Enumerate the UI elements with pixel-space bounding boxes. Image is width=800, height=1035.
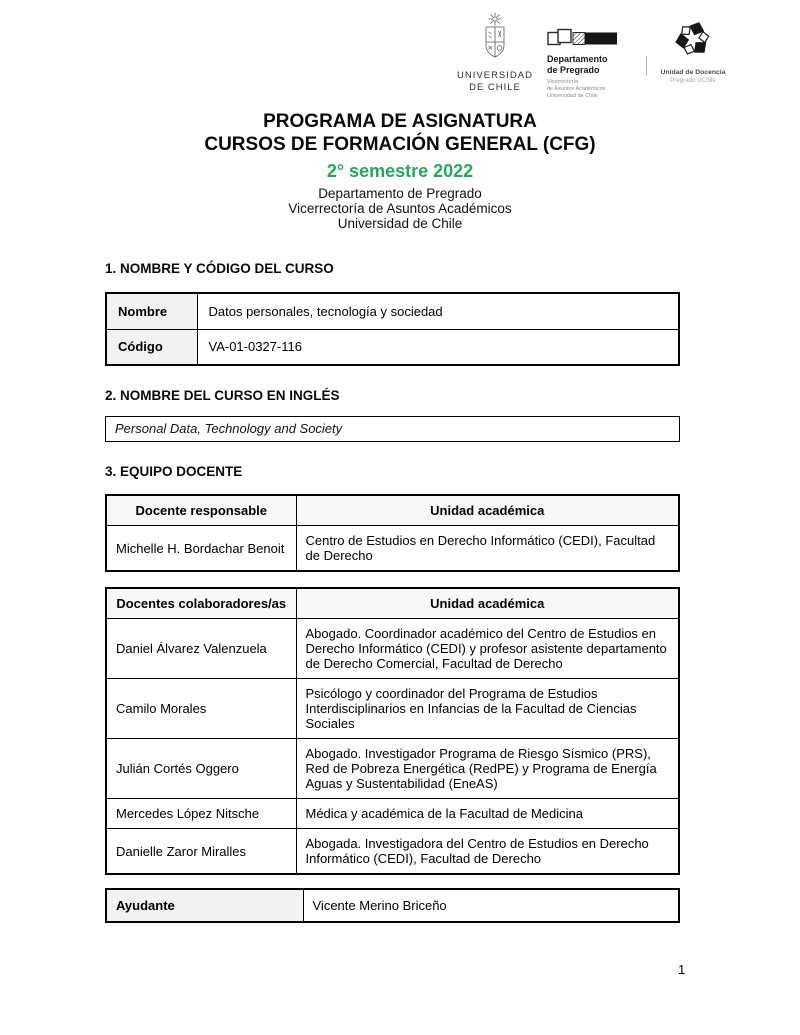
semester-subtitle: 2° semestre 2022 [326,160,474,181]
pregrado-title-line1: Departamento [547,54,608,64]
document-title-line2: CURSOS DE FORMACIÓN GENERAL (CFG) [204,133,596,155]
table-row [106,679,679,739]
table-row [106,619,679,679]
collaborator-unit: Psicólogo y coordinador del Programa de Estudios Interdisciplinarios en Infancias de la Facultad de Ciencias Sociales [296,679,679,739]
uchile-logo [452,12,538,95]
section3-heading: 3. EQUIPO DOCENTE [105,464,243,479]
table-row [106,329,679,365]
collaborator-name: Mercedes López Nitsche [106,799,296,829]
table-row [106,293,679,329]
header-logos [452,12,730,101]
collaborator-name: Julián Cortés Oggero [106,739,296,799]
english-name-box: Personal Data, Technology and Society [105,416,680,442]
page-number: 1 [678,962,686,977]
pregrado-logo-title [547,54,637,76]
pregrado-squares-icon [547,28,625,46]
docencia-logo [656,12,730,84]
uchile-logo-line1: UNIVERSIDAD [457,70,533,81]
collaborator-unit: Abogada. Investigadora del Centro de Estudios en Derecho Informático (CEDI), Facultad de Derecho [296,829,679,875]
table-header-row [106,495,679,526]
title-sub-line2: Vicerrectoría de Asuntos Académicos [288,200,512,216]
pregrado-logo-subtext [547,79,637,101]
logo-divider [646,56,647,76]
collaborator-name: Daniel Álvarez Valenzuela [106,619,296,679]
table-row [106,829,679,875]
section1-heading: 1. NOMBRE Y CÓDIGO DEL CURSO [105,261,334,276]
pregrado-sub-line2: de Asuntos Académicos [547,86,606,93]
section2-heading: 2. NOMBRE DEL CURSO EN INGLÉS [105,388,340,403]
responsible-unit: Centro de Estudios en Derecho Informático (CEDI), Facultad de Derecho [296,526,679,572]
collaborators-col2-header: Unidad académica [296,588,679,619]
title-sub-line1: Departamento de Pregrado [318,185,482,201]
responsible-teacher-table [105,494,680,572]
collaborator-unit: Abogado. Investigador Programa de Riesgo Sísmico (PRS), Red de Pobreza Energética (RedPE) y Programa de Energía Aguas y Sustentabilidad (EneAS) [296,739,679,799]
collaborating-teachers-table [105,587,680,875]
collaborator-name: Danielle Zaror Miralles [106,829,296,875]
course-code-label: Código [106,329,197,365]
responsible-col2-header: Unidad académica [296,495,679,526]
pregrado-logo [547,12,637,101]
uchile-logo-line2: DE CHILE [469,82,521,94]
title-sub-line3: Universidad de Chile [337,216,463,232]
pregrado-title-line2: de Pregrado [547,64,600,75]
pregrado-sub-line1: Vicerrectoría [547,78,579,85]
table-row [106,739,679,799]
assistant-table [105,888,680,923]
responsible-col1-header: Docente responsable [106,495,296,526]
pregrado-sub-line3: Universidad de Chile [547,93,598,100]
docencia-pinwheel-icon [670,16,716,62]
collaborators-col1-header: Docentes colaboradores/as [106,588,296,619]
docencia-logo-line2: Pregrado UChile [670,77,716,84]
table-row [106,889,679,922]
title-block [0,111,800,231]
collaborator-name: Camilo Morales [106,679,296,739]
collaborator-unit: Médica y académica de la Facultad de Medicina [296,799,679,829]
course-code-value: VA-01-0327-116 [197,329,679,365]
course-name-code-table [105,292,680,366]
collaborator-unit: Abogado. Coordinador académico del Centro de Estudios en Derecho Informático (CEDI) y profesor asistente departamento de Derecho Comercial, Facultad de Derecho [296,619,679,679]
uchile-crest-icon [474,12,516,64]
assistant-label: Ayudante [106,889,303,922]
responsible-name: Michelle H. Bordachar Benoit [106,526,296,572]
docencia-logo-line1: Unidad de Docencia [660,69,726,76]
uchile-logo-text [452,70,538,95]
course-name-value: Datos personales, tecnología y sociedad [197,293,679,329]
course-name-label: Nombre [106,293,197,329]
assistant-name: Vicente Merino Briceño [303,889,679,922]
title-sub-block [0,186,800,232]
table-row [106,799,679,829]
table-header-row [106,588,679,619]
document-title-line1: PROGRAMA DE ASIGNATURA [263,111,537,132]
table-row [106,526,679,572]
document-content [105,261,680,923]
